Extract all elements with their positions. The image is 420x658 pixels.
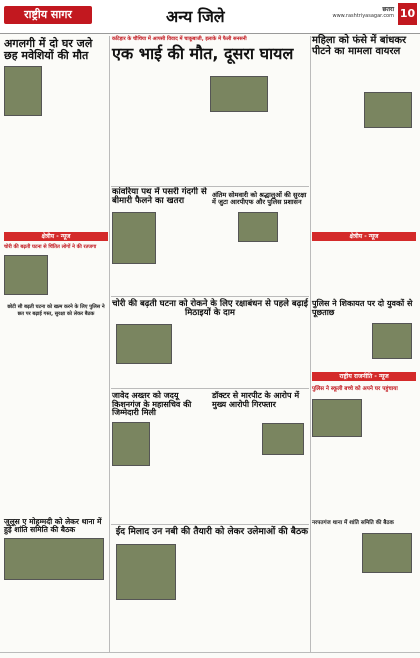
photo-narpatganj (362, 533, 412, 573)
brand-logo: राष्ट्रीय सागर (4, 6, 92, 24)
photo-woman (364, 92, 412, 128)
dateline (330, 6, 394, 20)
row-rule-5 (0, 652, 420, 653)
masthead (0, 0, 420, 34)
photo-stabbing (210, 76, 268, 112)
headline-kanwar: कांवरिया पथ में पसरी गंदगी से बीमारी फैलने का खतरा (112, 187, 207, 207)
headline-school: पुलिस ने स्कूली बच्चे को अपने घर पहुंचाया (312, 386, 398, 392)
story-narpatganj (312, 520, 416, 573)
headline-youths: पुलिस ने शिकायत पर दो युवकों से पूछताछ (312, 299, 413, 317)
headline-eid: ईद मिलाद उन नबी की तैयारी को लेकर उलेमाओं की बैठक (115, 527, 309, 537)
headline-woman: महिला को फंसे में बांधकर पीटने का मामला वायरल (312, 35, 407, 57)
story-school (312, 386, 416, 437)
headline-patrol: छोटी सी बढ़ती घटना को खत्म करने के लिए पुलिस ने छत पर बढ़ाई गस्त, सुरक्षा को लेकर बैठक (7, 304, 105, 317)
headline-somvari: अंतिम सोमवारी को श्रद्धालुओं की सुरक्षा में जुटा आरपीएफ और पुलिस प्रशासन (212, 191, 307, 207)
headline-narpatganj: नरपतगंज थाना में शांति समिति की बैठक (312, 520, 394, 526)
story-javed (112, 392, 208, 466)
section-band-politics: राष्ट्रीय राजनीति - न्यूज (312, 372, 416, 381)
row-rule-4 (111, 524, 309, 525)
section-band-right: क्षेत्रीय - न्यूज (312, 232, 416, 241)
story-woman (312, 36, 416, 128)
photo-doctor (262, 423, 304, 455)
section-title: अन्य जिले (166, 7, 225, 26)
photo-somvari (238, 212, 278, 242)
photo-eid-1 (116, 544, 176, 600)
column-rule-1 (109, 36, 110, 652)
story-juloos (4, 518, 108, 580)
headline-theft-left: चोरी की बढ़ती घटना से चिंतित लोगों ने की रतजगा (4, 244, 97, 250)
dateline-place: छतरा (382, 6, 394, 13)
story-youths (312, 300, 416, 359)
story-kanwar (112, 188, 208, 264)
headline-stabbing: एक भाई की मौत, दूसरा घायल (112, 43, 294, 63)
story-sweets (112, 300, 308, 364)
photo-kanwar (112, 212, 156, 264)
page-number: 10 (398, 3, 417, 25)
dateline-url: www.rashtriyasagar.com (332, 13, 394, 19)
photo-fire (4, 66, 42, 116)
row-rule-2 (111, 296, 309, 297)
photo-theft-left (4, 255, 48, 295)
row-rule-3 (111, 388, 309, 389)
photo-javed (112, 422, 150, 466)
headline-doctor: डॉक्टर से मारपीट के आरोप में मुख्य आरोपी गिरफ्तार (212, 391, 300, 409)
section-band-left: क्षेत्रीय - न्यूज (4, 232, 108, 241)
row-rule-1 (111, 186, 309, 187)
story-somvari (212, 192, 308, 242)
body-fire (42, 66, 108, 216)
headline-fire: अगलगी में दो घर जले छह मवेशियों की मौत (4, 37, 93, 62)
story-theft-left (4, 244, 108, 295)
headline-sweets: चोरी की बढ़ती घटना को रोकने के लिए रक्षाबंधन से पहले बढ़ाई मिठाइयों के दाम (112, 299, 308, 319)
story-fire (4, 38, 108, 216)
story-eid (112, 528, 312, 600)
column-rule-2 (310, 36, 311, 652)
headline-juloos: जुलूस ए मोहम्मदी को लेकर थाना में हुई शांति समिति की बैठक (4, 517, 102, 535)
story-patrol (4, 304, 108, 317)
photo-school (312, 399, 362, 437)
kicker-stabbing: कटिहार के चौथिया में आपसी विवाद में चाकूबाजी, इलाके में फैली सनसनी (112, 36, 247, 42)
story-doctor (212, 392, 308, 455)
photo-juloos (4, 538, 104, 580)
photo-sweets (116, 324, 172, 364)
photo-youths (372, 323, 412, 359)
headline-javed: जावेद अख्तर को जदयू किशनगंज के महासचिव की जिम्मेदारी मिली (112, 391, 192, 418)
story-stabbing (112, 36, 308, 62)
